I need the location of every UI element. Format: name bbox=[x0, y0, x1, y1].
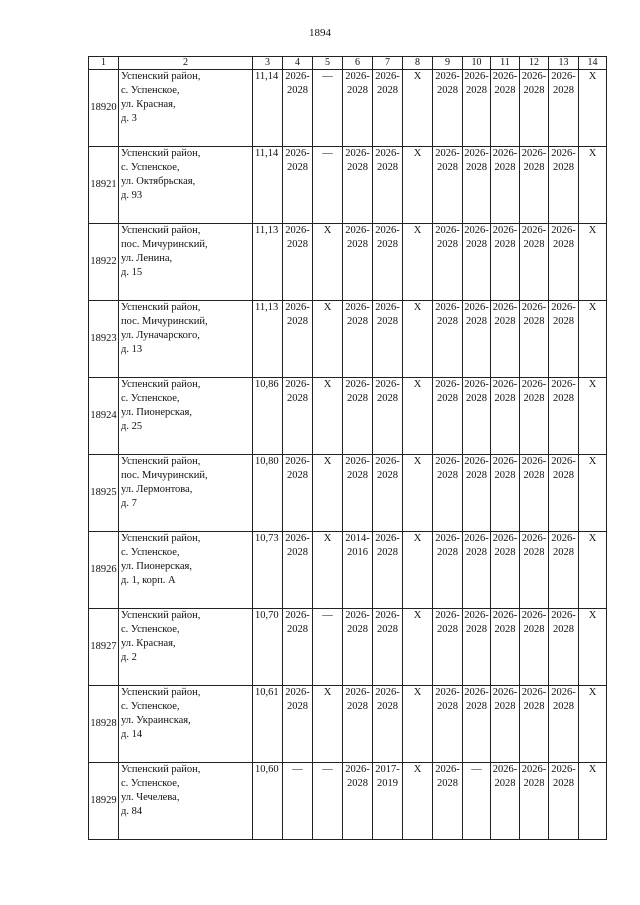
cell-c4: 2026- 2028 bbox=[283, 686, 313, 763]
cell-c8: X bbox=[403, 455, 433, 532]
address-cell bbox=[119, 532, 253, 609]
address-line: пос. Мичуринский, bbox=[121, 470, 208, 481]
row-number: 18922 bbox=[89, 224, 119, 301]
cell-c14: X bbox=[579, 609, 607, 686]
address-line: с. Успенское, bbox=[121, 624, 180, 635]
cell-c12: 2026- 2028 bbox=[520, 609, 549, 686]
cell-c11: 2026- 2028 bbox=[491, 609, 520, 686]
cell-c12: 2026- 2028 bbox=[520, 455, 549, 532]
cell-c13: 2026- 2028 bbox=[549, 455, 579, 532]
table-row bbox=[89, 455, 607, 532]
cell-c12: 2026- 2028 bbox=[520, 686, 549, 763]
cell-c3: 10,70 bbox=[253, 609, 283, 686]
address-line: Успенский район, bbox=[121, 687, 201, 698]
cell-c6: 2026- 2028 bbox=[343, 455, 373, 532]
cell-c11: 2026- 2028 bbox=[491, 532, 520, 609]
cell-c3: 10,73 bbox=[253, 532, 283, 609]
address-cell bbox=[119, 301, 253, 378]
cell-c11: 2026- 2028 bbox=[491, 70, 520, 147]
cell-c4: 2026- 2028 bbox=[283, 70, 313, 147]
cell-c5: — bbox=[313, 147, 343, 224]
column-header: 1 bbox=[89, 57, 119, 70]
address-line: ул. Пионерская, bbox=[121, 561, 192, 572]
row-number: 18929 bbox=[89, 763, 119, 840]
cell-c14: X bbox=[579, 70, 607, 147]
cell-c11: 2026- 2028 bbox=[491, 378, 520, 455]
cell-c5: X bbox=[313, 224, 343, 301]
cell-c13: 2026- 2028 bbox=[549, 224, 579, 301]
address-line: с. Успенское, bbox=[121, 701, 180, 712]
address-line: д. 2 bbox=[121, 652, 137, 663]
cell-c12: 2026- 2028 bbox=[520, 532, 549, 609]
row-number: 18927 bbox=[89, 609, 119, 686]
table-row bbox=[89, 147, 607, 224]
address-line: ул. Лермонтова, bbox=[121, 484, 193, 495]
address-line: пос. Мичуринский, bbox=[121, 316, 208, 327]
column-header: 14 bbox=[579, 57, 607, 70]
cell-c7: 2026- 2028 bbox=[373, 532, 403, 609]
address-line: Успенский район, bbox=[121, 71, 201, 82]
cell-c6: 2026- 2028 bbox=[343, 301, 373, 378]
cell-c7: 2026- 2028 bbox=[373, 686, 403, 763]
cell-c14: X bbox=[579, 301, 607, 378]
cell-c4: — bbox=[283, 763, 313, 840]
cell-c3: 10,86 bbox=[253, 378, 283, 455]
row-number: 18928 bbox=[89, 686, 119, 763]
cell-c10: 2026- 2028 bbox=[463, 378, 491, 455]
cell-c13: 2026- 2028 bbox=[549, 378, 579, 455]
cell-c4: 2026- 2028 bbox=[283, 609, 313, 686]
cell-c12: 2026- 2028 bbox=[520, 147, 549, 224]
column-header: 8 bbox=[403, 57, 433, 70]
cell-c10: 2026- 2028 bbox=[463, 609, 491, 686]
address-line: д. 13 bbox=[121, 344, 143, 355]
cell-c7: 2017- 2019 bbox=[373, 763, 403, 840]
address-line: д. 7 bbox=[121, 498, 137, 509]
cell-c10: 2026- 2028 bbox=[463, 532, 491, 609]
cell-c10: 2026- 2028 bbox=[463, 147, 491, 224]
address-line: Успенский район, bbox=[121, 764, 201, 775]
column-header: 4 bbox=[283, 57, 313, 70]
cell-c9: 2026- 2028 bbox=[433, 455, 463, 532]
cell-c4: 2026- 2028 bbox=[283, 532, 313, 609]
address-line: Успенский район, bbox=[121, 533, 201, 544]
cell-c3: 11,13 bbox=[253, 301, 283, 378]
address-line: ул. Луначарского, bbox=[121, 330, 200, 341]
row-number: 18925 bbox=[89, 455, 119, 532]
cell-c9: 2026- 2028 bbox=[433, 301, 463, 378]
address-cell bbox=[119, 224, 253, 301]
cell-c5: — bbox=[313, 70, 343, 147]
cell-c10: 2026- 2028 bbox=[463, 686, 491, 763]
address-cell bbox=[119, 147, 253, 224]
cell-c9: 2026- 2028 bbox=[433, 686, 463, 763]
register-table bbox=[88, 56, 607, 840]
cell-c5: X bbox=[313, 532, 343, 609]
column-header: 6 bbox=[343, 57, 373, 70]
cell-c8: X bbox=[403, 224, 433, 301]
cell-c9: 2026- 2028 bbox=[433, 763, 463, 840]
address-line: Успенский район, bbox=[121, 610, 201, 621]
table-row bbox=[89, 532, 607, 609]
address-line: пос. Мичуринский, bbox=[121, 239, 208, 250]
cell-c6: 2026- 2028 bbox=[343, 147, 373, 224]
cell-c8: X bbox=[403, 147, 433, 224]
cell-c7: 2026- 2028 bbox=[373, 147, 403, 224]
address-line: с. Успенское, bbox=[121, 393, 180, 404]
table-row bbox=[89, 378, 607, 455]
cell-c11: 2026- 2028 bbox=[491, 455, 520, 532]
table-header-row bbox=[89, 57, 607, 70]
cell-c14: X bbox=[579, 532, 607, 609]
cell-c3: 10,61 bbox=[253, 686, 283, 763]
address-line: д. 93 bbox=[121, 190, 143, 201]
table-row bbox=[89, 763, 607, 840]
address-line: Успенский район, bbox=[121, 148, 201, 159]
address-cell bbox=[119, 763, 253, 840]
cell-c7: 2026- 2028 bbox=[373, 301, 403, 378]
address-line: с. Успенское, bbox=[121, 162, 180, 173]
cell-c10: 2026- 2028 bbox=[463, 224, 491, 301]
cell-c13: 2026- 2028 bbox=[549, 763, 579, 840]
cell-c8: X bbox=[403, 70, 433, 147]
cell-c9: 2026- 2028 bbox=[433, 224, 463, 301]
cell-c12: 2026- 2028 bbox=[520, 378, 549, 455]
cell-c5: — bbox=[313, 763, 343, 840]
cell-c5: X bbox=[313, 301, 343, 378]
cell-c9: 2026- 2028 bbox=[433, 532, 463, 609]
address-cell bbox=[119, 70, 253, 147]
cell-c10: — bbox=[463, 763, 491, 840]
column-header: 13 bbox=[549, 57, 579, 70]
cell-c12: 2026- 2028 bbox=[520, 301, 549, 378]
cell-c9: 2026- 2028 bbox=[433, 70, 463, 147]
cell-c7: 2026- 2028 bbox=[373, 224, 403, 301]
cell-c11: 2026- 2028 bbox=[491, 763, 520, 840]
address-cell bbox=[119, 609, 253, 686]
cell-c3: 10,60 bbox=[253, 763, 283, 840]
table-row bbox=[89, 609, 607, 686]
cell-c13: 2026- 2028 bbox=[549, 301, 579, 378]
table-row bbox=[89, 224, 607, 301]
address-line: с. Успенское, bbox=[121, 85, 180, 96]
address-cell bbox=[119, 686, 253, 763]
address-line: д. 84 bbox=[121, 806, 143, 817]
cell-c10: 2026- 2028 bbox=[463, 301, 491, 378]
cell-c8: X bbox=[403, 609, 433, 686]
cell-c14: X bbox=[579, 224, 607, 301]
cell-c6: 2026- 2028 bbox=[343, 378, 373, 455]
address-line: ул. Пионерская, bbox=[121, 407, 192, 418]
cell-c5: — bbox=[313, 609, 343, 686]
cell-c13: 2026- 2028 bbox=[549, 147, 579, 224]
cell-c10: 2026- 2028 bbox=[463, 70, 491, 147]
cell-c4: 2026- 2028 bbox=[283, 378, 313, 455]
cell-c9: 2026- 2028 bbox=[433, 147, 463, 224]
address-line: с. Успенское, bbox=[121, 547, 180, 558]
address-line: д. 1, корп. А bbox=[121, 575, 176, 586]
page-number: 1894 bbox=[309, 27, 331, 39]
cell-c7: 2026- 2028 bbox=[373, 70, 403, 147]
address-line: ул. Украинская, bbox=[121, 715, 191, 726]
cell-c9: 2026- 2028 bbox=[433, 609, 463, 686]
cell-c12: 2026- 2028 bbox=[520, 763, 549, 840]
address-line: д. 15 bbox=[121, 267, 143, 278]
row-number: 18921 bbox=[89, 147, 119, 224]
cell-c6: 2026- 2028 bbox=[343, 686, 373, 763]
address-line: д. 25 bbox=[121, 421, 143, 432]
cell-c6: 2026- 2028 bbox=[343, 70, 373, 147]
column-header: 5 bbox=[313, 57, 343, 70]
address-line: Успенский район, bbox=[121, 456, 201, 467]
cell-c13: 2026- 2028 bbox=[549, 686, 579, 763]
column-header: 10 bbox=[463, 57, 491, 70]
cell-c4: 2026- 2028 bbox=[283, 301, 313, 378]
table-row bbox=[89, 301, 607, 378]
cell-c14: X bbox=[579, 147, 607, 224]
column-header: 2 bbox=[119, 57, 253, 70]
cell-c11: 2026- 2028 bbox=[491, 686, 520, 763]
cell-c8: X bbox=[403, 532, 433, 609]
cell-c7: 2026- 2028 bbox=[373, 455, 403, 532]
cell-c5: X bbox=[313, 455, 343, 532]
address-line: Успенский район, bbox=[121, 302, 201, 313]
cell-c8: X bbox=[403, 301, 433, 378]
cell-c12: 2026- 2028 bbox=[520, 70, 549, 147]
cell-c14: X bbox=[579, 686, 607, 763]
table-row bbox=[89, 70, 607, 147]
cell-c12: 2026- 2028 bbox=[520, 224, 549, 301]
column-header: 11 bbox=[491, 57, 520, 70]
address-line: ул. Чечелева, bbox=[121, 792, 180, 803]
cell-c6: 2026- 2028 bbox=[343, 224, 373, 301]
cell-c13: 2026- 2028 bbox=[549, 609, 579, 686]
cell-c11: 2026- 2028 bbox=[491, 147, 520, 224]
address-line: с. Успенское, bbox=[121, 778, 180, 789]
address-line: Успенский район, bbox=[121, 225, 201, 236]
cell-c14: X bbox=[579, 378, 607, 455]
cell-c6: 2026- 2028 bbox=[343, 609, 373, 686]
address-cell bbox=[119, 455, 253, 532]
address-line: ул. Красная, bbox=[121, 638, 176, 649]
cell-c14: X bbox=[579, 763, 607, 840]
address-line: Успенский район, bbox=[121, 379, 201, 390]
row-number: 18924 bbox=[89, 378, 119, 455]
cell-c4: 2026- 2028 bbox=[283, 147, 313, 224]
address-line: ул. Октябрьская, bbox=[121, 176, 196, 187]
column-header: 7 bbox=[373, 57, 403, 70]
address-line: д. 3 bbox=[121, 113, 137, 124]
cell-c6: 2014- 2016 bbox=[343, 532, 373, 609]
cell-c8: X bbox=[403, 378, 433, 455]
cell-c7: 2026- 2028 bbox=[373, 609, 403, 686]
cell-c4: 2026- 2028 bbox=[283, 224, 313, 301]
cell-c3: 11,14 bbox=[253, 147, 283, 224]
cell-c10: 2026- 2028 bbox=[463, 455, 491, 532]
cell-c11: 2026- 2028 bbox=[491, 301, 520, 378]
cell-c9: 2026- 2028 bbox=[433, 378, 463, 455]
address-line: д. 14 bbox=[121, 729, 143, 740]
column-header: 9 bbox=[433, 57, 463, 70]
column-header: 12 bbox=[520, 57, 549, 70]
cell-c13: 2026- 2028 bbox=[549, 70, 579, 147]
row-number: 18923 bbox=[89, 301, 119, 378]
cell-c8: X bbox=[403, 763, 433, 840]
cell-c4: 2026- 2028 bbox=[283, 455, 313, 532]
table-row bbox=[89, 686, 607, 763]
row-number: 18920 bbox=[89, 70, 119, 147]
column-header: 3 bbox=[253, 57, 283, 70]
cell-c3: 11,13 bbox=[253, 224, 283, 301]
cell-c8: X bbox=[403, 686, 433, 763]
cell-c14: X bbox=[579, 455, 607, 532]
address-line: ул. Красная, bbox=[121, 99, 176, 110]
address-line: ул. Ленина, bbox=[121, 253, 173, 264]
cell-c3: 10,80 bbox=[253, 455, 283, 532]
cell-c7: 2026- 2028 bbox=[373, 378, 403, 455]
cell-c5: X bbox=[313, 686, 343, 763]
cell-c13: 2026- 2028 bbox=[549, 532, 579, 609]
cell-c3: 11,14 bbox=[253, 70, 283, 147]
cell-c5: X bbox=[313, 378, 343, 455]
row-number: 18926 bbox=[89, 532, 119, 609]
address-cell bbox=[119, 378, 253, 455]
cell-c11: 2026- 2028 bbox=[491, 224, 520, 301]
cell-c6: 2026- 2028 bbox=[343, 763, 373, 840]
